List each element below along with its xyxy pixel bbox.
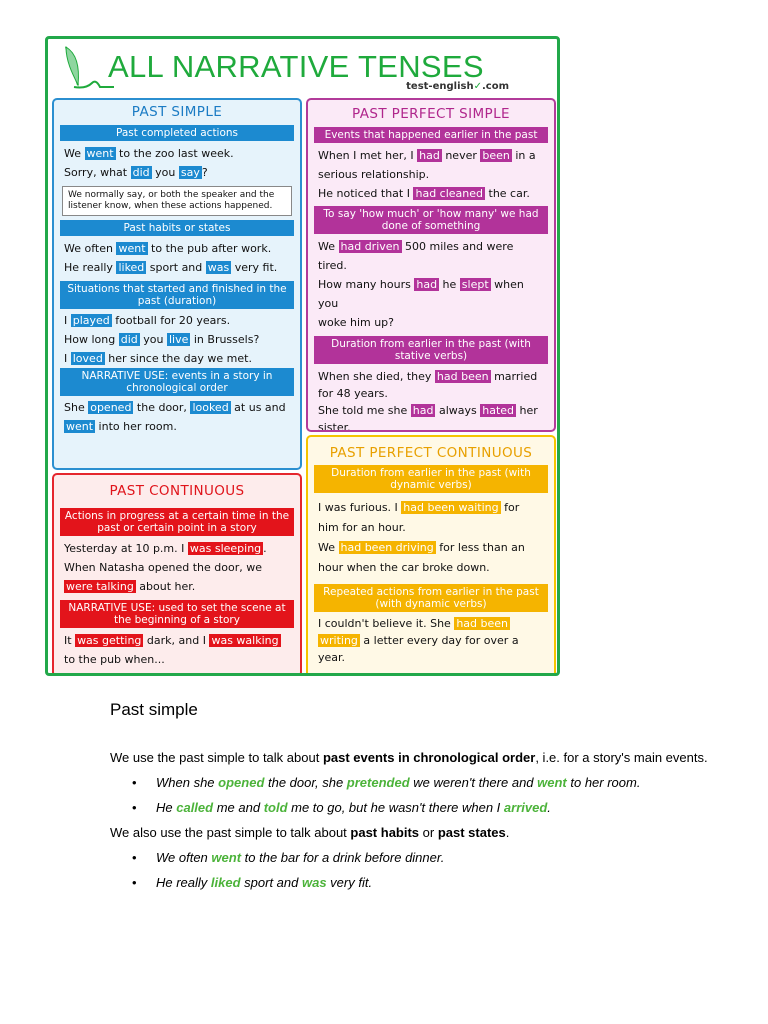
highlighted-verb: loved <box>72 352 103 365</box>
highlighted-verb: went <box>66 420 94 433</box>
highlighted-verb: was walking <box>211 634 279 647</box>
list-item: • He called me and told me to go, but he wasn't there when I arrived. <box>110 800 730 816</box>
panel-title: PAST PERFECT CONTINUOUS <box>329 445 533 461</box>
highlighted-verb: writing <box>320 634 358 647</box>
document-body <box>110 700 730 900</box>
section-bar: Duration from earlier in the past (with stative verbs) <box>314 336 548 364</box>
example-line: I couldn't believe it. She had been <box>318 617 509 630</box>
green-verb: pretended <box>346 775 410 790</box>
section-bar: Duration from earlier in the past (with dynamic verbs) <box>314 465 548 493</box>
highlighted-verb: had been driving <box>340 541 434 554</box>
green-verb: was <box>301 875 327 890</box>
panel-title: PAST CONTINUOUS <box>109 483 245 499</box>
panel-title: PAST PERFECT SIMPLE <box>352 106 510 122</box>
example-line: She told me she had always hated her <box>318 404 538 417</box>
example-line: sister. <box>318 421 351 432</box>
bold-phrase: past habits <box>350 825 420 840</box>
example-line: It was getting dark, and I was walking <box>64 634 279 647</box>
section-bar: Actions in progress at a certain time in the past or certain point in a story <box>60 508 294 536</box>
highlighted-verb: was sleeping <box>189 542 262 555</box>
highlighted-verb: had been waiting <box>403 501 499 514</box>
example-line: She opened the door, looked at us and <box>64 401 286 414</box>
green-verb: liked <box>210 875 241 890</box>
poster-header <box>48 39 557 97</box>
quill-pen-icon <box>56 43 116 93</box>
section-bar: NARRATIVE USE: used to set the scene at the beginning of a story <box>60 600 294 628</box>
section-bar: NARRATIVE USE: events in a story in chronological order <box>60 368 294 396</box>
section-bar: Past completed actions <box>60 125 294 141</box>
example-line: I was furious. I had been waiting for <box>318 501 520 514</box>
example-line: We had been driving for less than an <box>318 541 525 554</box>
example-line: I loved her since the day we met. <box>64 352 252 365</box>
green-verb: called <box>176 800 214 815</box>
highlighted-verb: live <box>168 333 189 346</box>
list-item: • He really liked sport and was very fit. <box>110 875 730 891</box>
section-bar: Events that happened earlier in the past <box>314 127 548 143</box>
highlighted-verb: had driven <box>340 240 400 253</box>
past-perfect-simple-panel <box>306 98 556 432</box>
example-line: hour when the car broke down. <box>318 561 490 574</box>
highlighted-verb: hated <box>482 404 515 417</box>
example-list <box>110 850 730 891</box>
checkmark-icon: ✓ <box>473 81 482 92</box>
highlighted-verb: went <box>86 147 114 160</box>
example-line: When I met her, I had never been in a <box>318 149 536 162</box>
paragraph: We also use the past simple to talk about past habits or past states. <box>110 825 510 840</box>
example-line: I played football for 20 years. <box>64 314 231 327</box>
highlighted-verb: looked <box>192 401 229 414</box>
example-line: went into her room. <box>66 420 177 433</box>
highlighted-verb: had been <box>456 617 509 630</box>
highlighted-verb: had cleaned <box>415 187 484 200</box>
bold-phrase: past events in chronological order <box>322 750 536 765</box>
example-line: We went to the zoo last week. <box>64 147 234 160</box>
example-line: When Natasha opened the door, we <box>64 561 263 574</box>
highlighted-verb: liked <box>118 261 145 274</box>
highlighted-verb: say <box>180 166 200 179</box>
example-line: were talking about her. <box>66 580 196 593</box>
section-bar: Past habits or states <box>60 220 294 236</box>
highlighted-verb: went <box>118 242 146 255</box>
example-line: woke him up? <box>318 316 395 329</box>
green-verb: went <box>211 850 242 865</box>
example-line: him for an hour. <box>318 521 406 534</box>
highlighted-verb: was getting <box>77 634 142 647</box>
example-line: to the pub when... <box>64 653 165 666</box>
highlighted-verb: was <box>207 261 230 274</box>
example-line: We often went to the pub after work. <box>64 242 272 255</box>
past-simple-panel <box>52 98 302 470</box>
green-verb: told <box>263 800 288 815</box>
highlighted-verb: were talking <box>66 580 134 593</box>
example-line: Yesterday at 10 p.m. I was sleeping . <box>64 542 267 555</box>
example-line: When she died, they had been married <box>318 370 538 383</box>
past-perfect-continuous-panel <box>306 435 556 676</box>
example-line: He noticed that I had cleaned the car. <box>318 187 530 200</box>
example-line: How long did you live in Brussels? <box>64 333 260 346</box>
narrative-tenses-infographic <box>45 36 560 676</box>
highlighted-verb: opened <box>90 401 132 414</box>
example-line: He really liked sport and was very fit. <box>64 261 278 274</box>
list-item: • When she opened the door, she pretended we weren't there and went to her room. <box>110 775 730 791</box>
bold-phrase: past states <box>437 825 506 840</box>
example-line: serious relationship. <box>318 168 430 181</box>
highlighted-verb: played <box>72 314 110 327</box>
green-verb: arrived <box>503 800 548 815</box>
highlighted-verb: had <box>412 404 434 417</box>
highlighted-verb: had been <box>436 370 489 383</box>
green-verb: went <box>537 775 567 790</box>
section-bar: To say 'how much' or 'how many' we had done of something <box>314 206 548 234</box>
highlighted-verb: been <box>482 149 510 162</box>
example-list <box>110 775 730 816</box>
highlighted-verb: did <box>120 333 138 346</box>
section-bar: Situations that started and finished in the past (duration) <box>60 281 294 309</box>
paragraph: We use the past simple to talk about past events in chronological order, i.e. for a story's main events. <box>110 750 708 765</box>
poster-title: ALL NARRATIVE TENSES <box>108 49 484 84</box>
example-line: writing a letter every day for over a <box>320 634 519 647</box>
example-line: How many hours had he slept when you <box>318 278 524 310</box>
highlighted-verb: did <box>132 166 150 179</box>
example-line: We had driven 500 miles and were tired. <box>318 240 514 272</box>
section-bar: Repeated actions from earlier in the past (with dynamic verbs) <box>314 584 548 612</box>
past-continuous-panel <box>52 473 302 676</box>
list-item: • We often went to the bar for a drink before dinner. <box>110 850 730 866</box>
site-logo: test-english✓.com <box>406 81 509 92</box>
example-line: Sorry, what did you say ? <box>64 166 208 179</box>
usage-note: We normally say, or both the speaker and the listener know, when these actions happened. <box>62 186 292 216</box>
panel-title: PAST SIMPLE <box>131 104 223 120</box>
section-heading: Past simple <box>110 700 198 719</box>
example-line: year. <box>318 651 346 664</box>
highlighted-verb: had <box>416 278 438 291</box>
highlighted-verb: had <box>419 149 440 162</box>
highlighted-verb: slept <box>461 278 489 291</box>
example-line: for 48 years. <box>318 387 388 400</box>
green-verb: opened <box>218 775 265 790</box>
